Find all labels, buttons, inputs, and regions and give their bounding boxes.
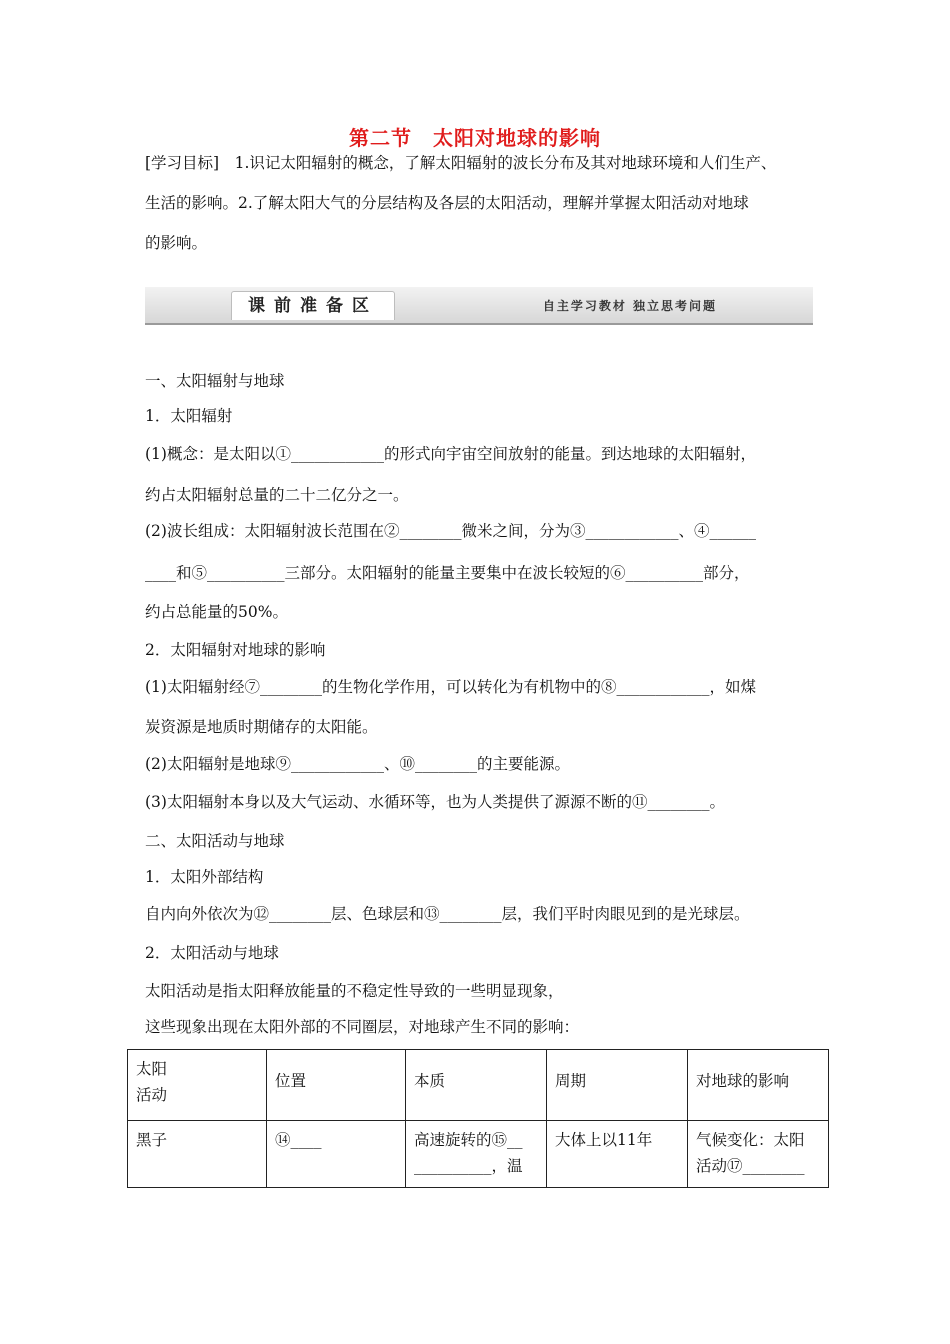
paragraph: 约占总能量的50%。: [145, 603, 288, 621]
paragraph: 炭资源是地质时期储存的太阳能。: [145, 718, 378, 736]
goals-line-2: 生活的影响。2.了解太阳大气的分层结构及各层的太阳活动，理解并掌握太阳活动对地球: [145, 194, 749, 212]
banner-tab-label: 课前准备区: [231, 291, 395, 320]
table-cell: 大体上以11年: [547, 1121, 688, 1188]
table-header-cell: 周期: [547, 1050, 688, 1121]
heading-solar-activity: 二、太阳活动与地球: [145, 832, 285, 850]
table-cell: 高速旋转的⑮__ __________，温: [406, 1121, 547, 1188]
banner-subtitle: 自主学习教材 独立思考问题: [542, 299, 717, 313]
paragraph: ____和⑤__________三部分。太阳辐射的能量主要集中在波长较短的⑥__________部分，: [145, 564, 750, 582]
table-header-row: [128, 1050, 829, 1121]
paragraph: (3)太阳辐射本身以及大气运动、水循环等，也为人类提供了源源不断的⑪________。: [145, 793, 725, 811]
table-header-cell: 本质: [406, 1050, 547, 1121]
paragraph: 自内向外依次为⑫________层、色球层和⑬________层，我们平时肉眼见到的是光球层。: [145, 905, 750, 923]
solar-activity-table: [127, 1049, 829, 1188]
subheading-radiation-impact: 2．太阳辐射对地球的影响: [145, 641, 326, 659]
table-header-cell: 对地球的影响: [688, 1050, 829, 1121]
paragraph: (1)太阳辐射经⑦________的生物化学作用，可以转化为有机物中的⑧____________，如煤: [145, 678, 756, 696]
goals-line-3: 的影响。: [145, 234, 208, 252]
paragraph: (2)波长组成：太阳辐射波长范围在②________微米之间，分为③____________、④______: [145, 522, 756, 540]
heading-solar-radiation: 一、太阳辐射与地球: [145, 372, 285, 390]
table-cell: ⑭____: [267, 1121, 406, 1188]
paragraph: 这些现象出现在太阳外部的不同圈层，对地球产生不同的影响：: [145, 1018, 580, 1036]
paragraph: (1)概念：是太阳以①____________的形式向宇宙空间放射的能量。到达地球的太阳辐射，: [145, 445, 756, 463]
table-header-cell: 太阳 活动: [128, 1050, 267, 1121]
section-banner: [145, 287, 813, 325]
paragraph: (2)太阳辐射是地球⑨____________、⑩________的主要能源。: [145, 755, 570, 773]
goals-line-1: [学习目标] 1.识记太阳辐射的概念，了解太阳辐射的波长分布及其对地球环境和人们生产、: [145, 154, 777, 172]
subheading-sun-structure: 1．太阳外部结构: [145, 868, 264, 886]
table-cell: 气候变化：太阳 活动⑰________: [688, 1121, 829, 1188]
table-header-cell: 位置: [267, 1050, 406, 1121]
paragraph: 约占太阳辐射总量的二十二亿分之一。: [145, 486, 409, 504]
table-row: [128, 1121, 829, 1188]
page-title: 第二节 太阳对地球的影响: [349, 126, 601, 150]
paragraph: 太阳活动是指太阳释放能量的不稳定性导致的一些明显现象，: [145, 982, 564, 1000]
subheading-solar-radiation: 1．太阳辐射: [145, 407, 233, 425]
table-cell: 黑子: [128, 1121, 267, 1188]
subheading-activity-earth: 2．太阳活动与地球: [145, 944, 279, 962]
